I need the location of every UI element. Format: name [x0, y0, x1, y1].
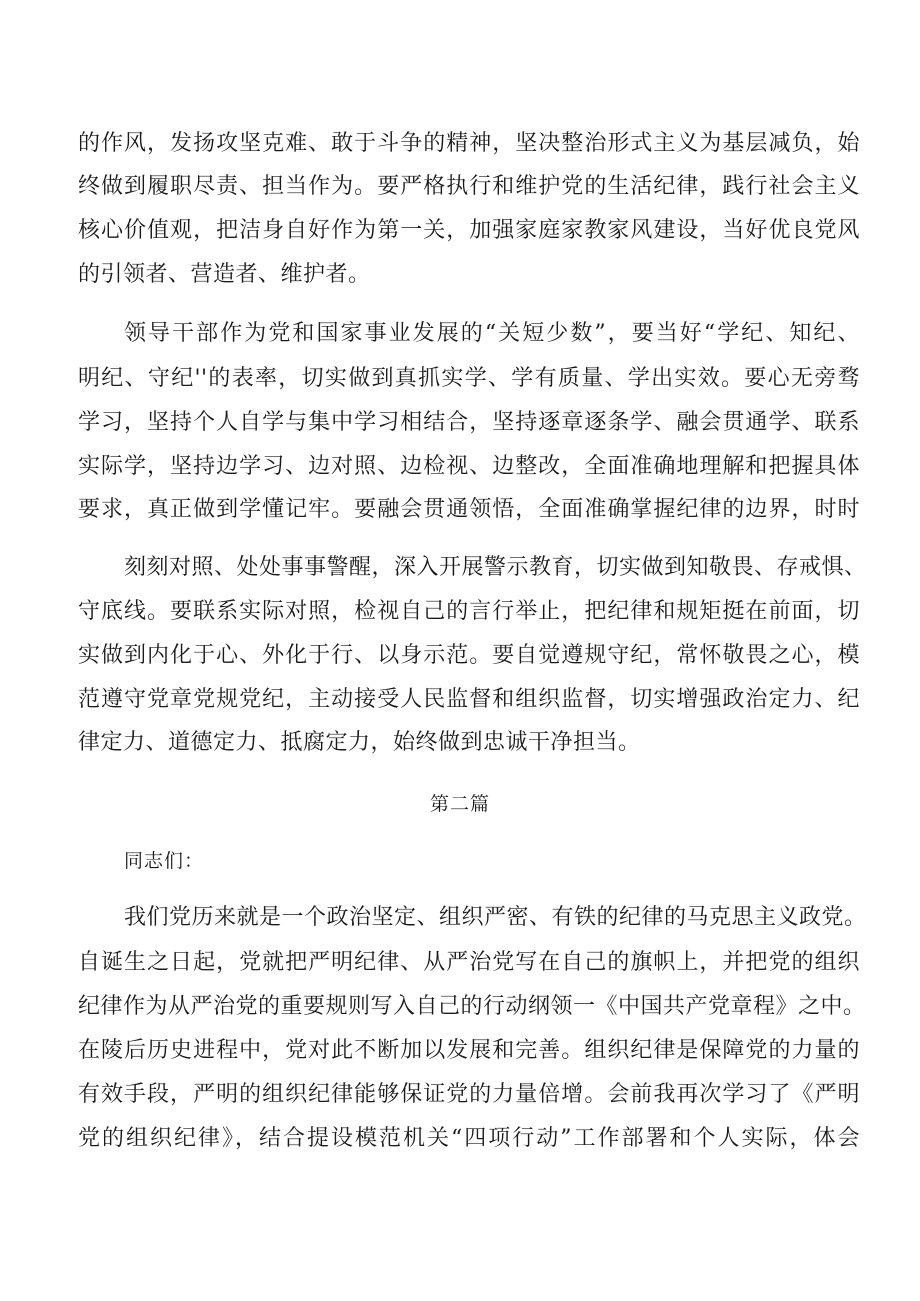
- paragraph-3-line: 实做到内化于心、外化于行、以身示范。要自觉遵规守纪，常怀敬畏之心，模: [78, 643, 860, 668]
- paragraph-1-line: 的引领者、营造者、维护者。: [78, 262, 371, 287]
- salutation: 同志们：: [124, 850, 205, 872]
- paragraph-4-line: 自诞生之日起，党就把严明纪律、从严治党写在自己的旗帜上，并把党的组织: [78, 950, 860, 975]
- paragraph-2-line: 实际学，坚持边学习、边对照、边检视、边整改，全面准确地理解和把握具体: [78, 454, 860, 479]
- paragraph-3-line: 刻刻对照、处处事事警醒，深入开展警示教育，切实做到知敬畏、存戒惧、: [124, 555, 867, 580]
- paragraph-4-line: 纪律作为从严治党的重要规则写入自己的行动纲领一《中国共产党章程》之中。: [78, 994, 866, 1019]
- paragraph-4-line: 我们党历来就是一个政治坚定、组织严密、有铁的纪律的马克思主义政党。: [124, 905, 867, 930]
- paragraph-1-line: 的作风，发扬攻坚克难、敢于斗争的精神，坚决整治形式主义为基层减负，始: [78, 131, 860, 156]
- paragraph-2-line: 学习，坚持个人自学与集中学习相结合，坚持逐章逐条学、融会贯通学、联系: [78, 410, 860, 435]
- paragraph-1-line: 核心价值观，把洁身自好作为第一关，加强家庭家教家风建设，当好优良党风: [78, 218, 860, 243]
- paragraph-3-line: 律定力、道德定力、抵腐定力，始终做到忠诚干净担当。: [78, 730, 641, 755]
- paragraph-4-line: 有效手段，严明的组织纪律能够保证党的力量倍增。会前我再次学习了《严明: [78, 1082, 860, 1107]
- paragraph-3-line: 守底线。要联系实际对照，检视自己的言行举止，把纪律和规矩挺在前面，切: [78, 599, 860, 624]
- paragraph-4-line: 在陵后历史进程中，党对此不断加以发展和完善。组织纪律是保障党的力量的: [78, 1038, 860, 1063]
- paragraph-2-line: 领导干部作为党和国家事业发展的“关短少数”，要当好“学纪、知纪、: [124, 321, 860, 346]
- paragraph-4-line: 党的组织纪律》，结合提设模范机关“四项行动”工作部署和个人实际，体会: [78, 1126, 860, 1151]
- paragraph-1-line: 终做到履职尽责、担当作为。要严格执行和维护党的生活纪律，践行社会主义: [78, 174, 860, 199]
- section-heading: 第二篇: [429, 793, 490, 815]
- paragraph-2-line: 要求，真正做到学懂记牢。要融会贯通领悟，全面准确掌握纪律的边界，时时: [78, 497, 860, 522]
- paragraph-3-line: 范遵守党章党规党纪，主动接受人民监督和组织监督，切实增强政治定力、纪: [78, 687, 860, 712]
- paragraph-2-line: 明纪、守纪''的表率，切实做到真抓实学、学有质量、学出实效。要心无旁骛: [78, 366, 860, 391]
